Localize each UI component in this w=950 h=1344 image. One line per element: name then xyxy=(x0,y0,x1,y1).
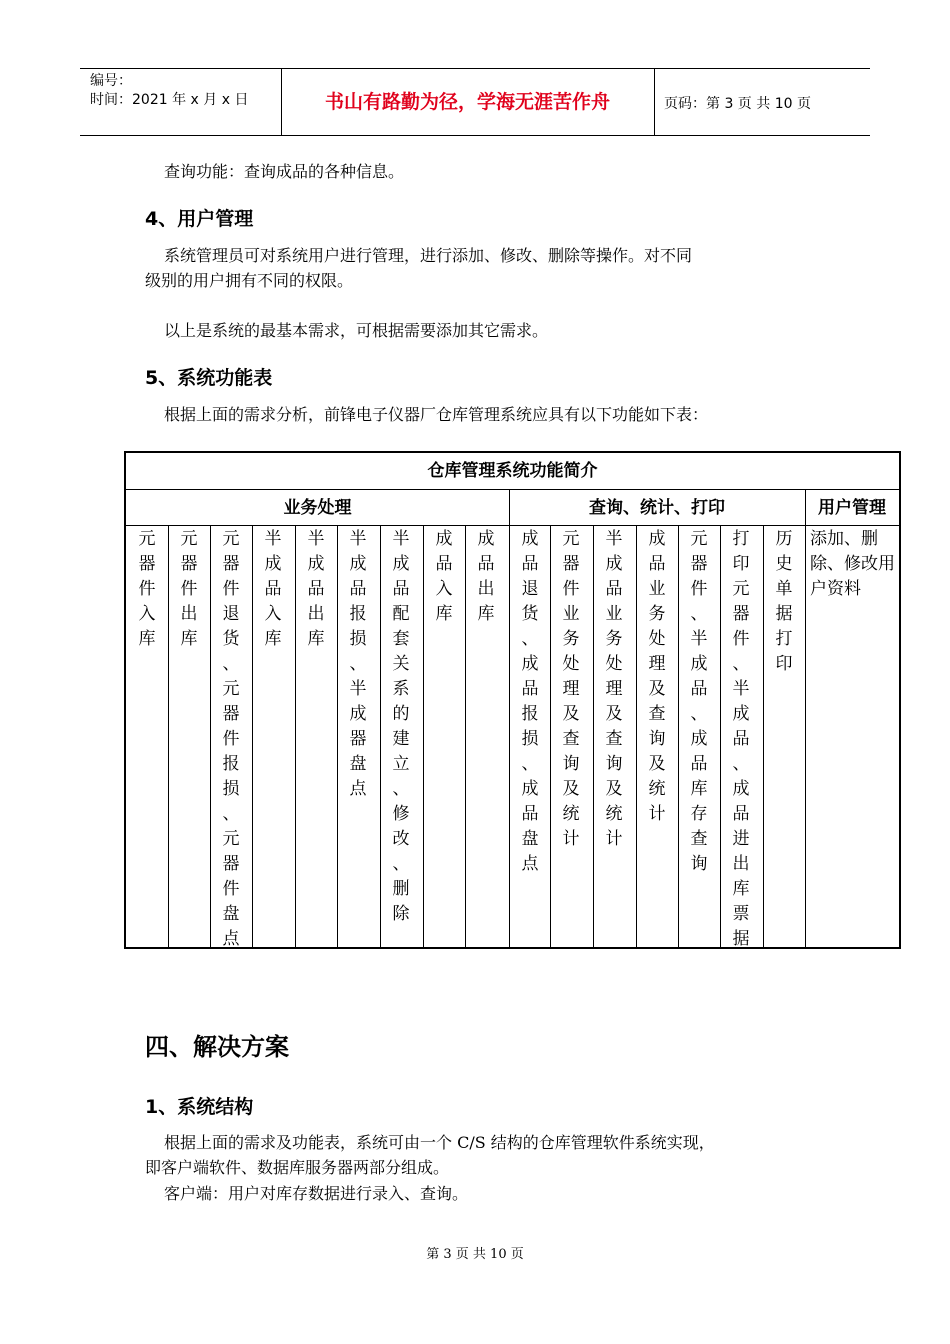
column-char: 套 xyxy=(392,629,410,649)
column-char: 询 xyxy=(605,754,623,774)
header-bottom-rule xyxy=(80,135,870,136)
column-char: 历 xyxy=(775,529,793,549)
column-char: 、 xyxy=(521,754,539,774)
column-char: 品 xyxy=(690,754,708,774)
column-char: 元 xyxy=(222,679,240,699)
heading-user-management: 4、用户管理 xyxy=(145,208,254,230)
column-char: 点 xyxy=(521,854,539,874)
column-char: 成 xyxy=(307,554,325,574)
column-char: 询 xyxy=(562,754,580,774)
column-char: 成 xyxy=(349,554,367,574)
column-char: 报 xyxy=(521,704,539,724)
column-char: 半 xyxy=(349,529,367,549)
column-char: 入 xyxy=(138,604,156,624)
column-char: 品 xyxy=(648,554,666,574)
column-char: 品 xyxy=(521,679,539,699)
column-char: 件 xyxy=(138,579,156,599)
column-char: 业 xyxy=(605,604,623,624)
column-char: 、 xyxy=(392,854,410,874)
column-char: 报 xyxy=(222,754,240,774)
column-char: 器 xyxy=(138,554,156,574)
header-top-rule xyxy=(80,68,870,69)
column-char: 器 xyxy=(732,604,750,624)
column-char: 成 xyxy=(392,554,410,574)
column-char: 库 xyxy=(138,629,156,649)
column-char: 出 xyxy=(180,604,198,624)
column-char: 成 xyxy=(605,554,623,574)
column-char: 盘 xyxy=(349,754,367,774)
column-char: 半 xyxy=(605,529,623,549)
column-char: 业 xyxy=(562,604,580,624)
column-cell xyxy=(720,527,762,952)
group-business: 业务处理 xyxy=(283,498,352,518)
column-cell xyxy=(252,527,294,652)
column-char: 票 xyxy=(732,904,750,924)
column-char: 品 xyxy=(732,804,750,824)
column-char: 损 xyxy=(521,729,539,749)
column-char: 件 xyxy=(690,579,708,599)
column-char: 印 xyxy=(732,554,750,574)
group-user: 用户管理 xyxy=(818,498,886,518)
column-char: 品 xyxy=(605,579,623,599)
column-char: 库 xyxy=(690,779,708,799)
doc-date: 时间：2021 年 x 月 x 日 xyxy=(90,92,249,108)
column-char: 元 xyxy=(138,529,156,549)
column-char: 统 xyxy=(648,779,666,799)
column-char: 理 xyxy=(605,679,623,699)
column-char: 库 xyxy=(264,629,282,649)
column-char: 品 xyxy=(435,554,453,574)
column-char: 库 xyxy=(307,629,325,649)
column-char: 件 xyxy=(222,879,240,899)
column-char: 元 xyxy=(180,529,198,549)
column-char: 、 xyxy=(222,804,240,824)
column-cell xyxy=(636,527,678,827)
heading-system-structure: 1、系统结构 xyxy=(145,1096,254,1118)
column-char: 品 xyxy=(264,579,282,599)
function-table xyxy=(124,451,901,949)
column-char: 件 xyxy=(180,579,198,599)
column-char: 货 xyxy=(222,629,240,649)
column-char: 、 xyxy=(690,604,708,624)
column-char: 库 xyxy=(435,604,453,624)
column-cell xyxy=(380,527,422,927)
column-char: 件 xyxy=(222,729,240,749)
column-char: 、 xyxy=(222,654,240,674)
column-cell xyxy=(423,527,465,627)
column-char: 单 xyxy=(775,579,793,599)
paragraph-table-intro: 根据上面的需求分析，前锋电子仪器厂仓库管理系统应具有以下功能如下表： xyxy=(164,405,709,424)
column-char: 器 xyxy=(222,854,240,874)
column-char: 系 xyxy=(392,679,410,699)
header-motto: 书山有路勤为径，学海无涯苦作舟 xyxy=(324,91,610,113)
column-char: 、 xyxy=(392,779,410,799)
column-char: 品 xyxy=(307,579,325,599)
column-char: 件 xyxy=(562,579,580,599)
column-char: 元 xyxy=(222,529,240,549)
column-cell xyxy=(678,527,720,877)
column-char: 成 xyxy=(521,654,539,674)
paragraph-structure-1: 根据上面的需求及功能表，系统可由一个 C/S 结构的仓库管理软件系统实现， xyxy=(164,1133,715,1152)
column-char: 出 xyxy=(732,854,750,874)
column-char: 盘 xyxy=(222,904,240,924)
column-char: 成 xyxy=(349,704,367,724)
column-char: 处 xyxy=(562,654,580,674)
column-char: 成 xyxy=(690,654,708,674)
column-char: 及 xyxy=(648,679,666,699)
table-title: 仓库管理系统功能简介 xyxy=(427,461,598,481)
column-char: 配 xyxy=(392,604,410,624)
column-char: 据 xyxy=(732,929,750,949)
user-management-cell: 添加、删除、修改用户资料 xyxy=(810,529,895,599)
column-char: 打 xyxy=(732,529,750,549)
column-char: 损 xyxy=(349,629,367,649)
column-char: 、 xyxy=(732,754,750,774)
column-char: 半 xyxy=(392,529,410,549)
column-char: 品 xyxy=(690,679,708,699)
paragraph-user-2: 级别的用户拥有不同的权限。 xyxy=(145,271,354,290)
column-char: 及 xyxy=(605,779,623,799)
column-char: 及 xyxy=(562,779,580,799)
column-char: 询 xyxy=(690,854,708,874)
heading-solution: 四、解决方案 xyxy=(145,1033,289,1061)
column-char: 退 xyxy=(521,579,539,599)
column-char: 统 xyxy=(562,804,580,824)
column-cell xyxy=(509,527,551,877)
column-char: 删 xyxy=(392,879,410,899)
column-char: 修 xyxy=(392,804,410,824)
column-char: 、 xyxy=(732,654,750,674)
column-char: 品 xyxy=(392,579,410,599)
column-char: 入 xyxy=(435,579,453,599)
header-divider-right xyxy=(654,68,655,135)
column-char: 点 xyxy=(222,929,240,949)
column-char: 入 xyxy=(264,604,282,624)
column-char: 存 xyxy=(690,804,708,824)
column-char: 器 xyxy=(690,554,708,574)
column-char: 损 xyxy=(222,779,240,799)
column-char: 成 xyxy=(521,529,539,549)
group-query: 查询、统计、打印 xyxy=(589,498,725,518)
column-char: 半 xyxy=(349,679,367,699)
column-char: 计 xyxy=(562,829,580,849)
column-char: 出 xyxy=(307,604,325,624)
column-char: 成 xyxy=(435,529,453,549)
column-cell xyxy=(763,527,805,677)
column-char: 查 xyxy=(562,729,580,749)
column-char: 品 xyxy=(521,554,539,574)
column-char: 印 xyxy=(775,654,793,674)
column-cell xyxy=(465,527,507,627)
column-char: 处 xyxy=(605,654,623,674)
column-char: 处 xyxy=(648,629,666,649)
column-char: 、 xyxy=(521,629,539,649)
column-char: 成 xyxy=(264,554,282,574)
column-char: 元 xyxy=(732,579,750,599)
column-char: 元 xyxy=(690,529,708,549)
column-char: 库 xyxy=(477,604,495,624)
column-char: 询 xyxy=(648,729,666,749)
column-char: 及 xyxy=(562,704,580,724)
paragraph-query: 查询功能：查询成品的各种信息。 xyxy=(164,162,405,181)
column-char: 务 xyxy=(648,604,666,624)
column-char: 成 xyxy=(477,529,495,549)
column-char: 务 xyxy=(562,629,580,649)
paragraph-basic-needs: 以上是系统的最基本需求，可根据需要添加其它需求。 xyxy=(164,321,549,340)
column-char: 半 xyxy=(307,529,325,549)
column-char: 器 xyxy=(180,554,198,574)
column-char: 理 xyxy=(562,679,580,699)
column-char: 半 xyxy=(264,529,282,549)
column-char: 理 xyxy=(648,654,666,674)
column-char: 退 xyxy=(222,604,240,624)
table-rule-title xyxy=(126,489,899,490)
column-char: 、 xyxy=(690,704,708,724)
column-char: 件 xyxy=(732,629,750,649)
column-char: 器 xyxy=(349,729,367,749)
paragraph-user-1: 系统管理员可对系统用户进行管理，进行添加、修改、删除等操作。对不同 xyxy=(164,246,693,265)
column-char: 成 xyxy=(732,704,750,724)
column-char: 元 xyxy=(222,829,240,849)
column-char: 品 xyxy=(477,554,495,574)
paragraph-structure-2: 即客户端软件、数据库服务器两部分组成。 xyxy=(145,1158,450,1177)
doc-number-label: 编号： xyxy=(90,73,132,89)
column-char: 成 xyxy=(648,529,666,549)
column-char: 立 xyxy=(392,754,410,774)
column-char: 查 xyxy=(648,704,666,724)
column-char: 品 xyxy=(732,729,750,749)
column-char: 打 xyxy=(775,629,793,649)
column-char: 出 xyxy=(477,579,495,599)
column-char: 业 xyxy=(648,579,666,599)
column-cell xyxy=(126,527,168,652)
column-char: 查 xyxy=(605,729,623,749)
column-char: 半 xyxy=(690,629,708,649)
column-char: 品 xyxy=(349,579,367,599)
column-char: 品 xyxy=(521,804,539,824)
column-cell xyxy=(210,527,252,952)
column-char: 及 xyxy=(605,704,623,724)
column-char: 务 xyxy=(605,629,623,649)
column-char: 元 xyxy=(562,529,580,549)
heading-function-table: 5、系统功能表 xyxy=(145,367,273,389)
column-char: 除 xyxy=(392,904,410,924)
header-page-info: 页码：第 3 页 共 10 页 xyxy=(664,96,811,112)
table-rule-groups xyxy=(126,525,899,526)
column-char: 器 xyxy=(222,554,240,574)
column-char: 史 xyxy=(775,554,793,574)
column-char: 成 xyxy=(732,779,750,799)
column-char: 库 xyxy=(732,879,750,899)
column-char: 计 xyxy=(648,804,666,824)
column-char: 的 xyxy=(392,704,410,724)
column-cell xyxy=(593,527,635,852)
column-char: 统 xyxy=(605,804,623,824)
paragraph-client: 客户端：用户对库存数据进行录入、查询。 xyxy=(164,1184,469,1203)
column-char: 器 xyxy=(222,704,240,724)
column-char: 关 xyxy=(392,654,410,674)
column-char: 器 xyxy=(562,554,580,574)
column-char: 、 xyxy=(349,654,367,674)
column-char: 据 xyxy=(775,604,793,624)
page-footer: 第 3 页 共 10 页 xyxy=(426,1247,524,1262)
column-char: 成 xyxy=(690,729,708,749)
column-char: 半 xyxy=(732,679,750,699)
column-char: 建 xyxy=(392,729,410,749)
column-char: 进 xyxy=(732,829,750,849)
column-char: 查 xyxy=(690,829,708,849)
column-char: 库 xyxy=(180,629,198,649)
table-divider-group-2 xyxy=(805,489,806,947)
column-char: 及 xyxy=(648,754,666,774)
column-char: 成 xyxy=(521,779,539,799)
column-char: 件 xyxy=(222,579,240,599)
column-char: 计 xyxy=(605,829,623,849)
column-char: 报 xyxy=(349,604,367,624)
column-char: 点 xyxy=(349,779,367,799)
column-char: 盘 xyxy=(521,829,539,849)
column-cell xyxy=(295,527,337,652)
column-char: 货 xyxy=(521,604,539,624)
column-cell xyxy=(337,527,379,802)
column-cell xyxy=(550,527,592,852)
column-char: 改 xyxy=(392,829,410,849)
column-cell xyxy=(168,527,210,652)
